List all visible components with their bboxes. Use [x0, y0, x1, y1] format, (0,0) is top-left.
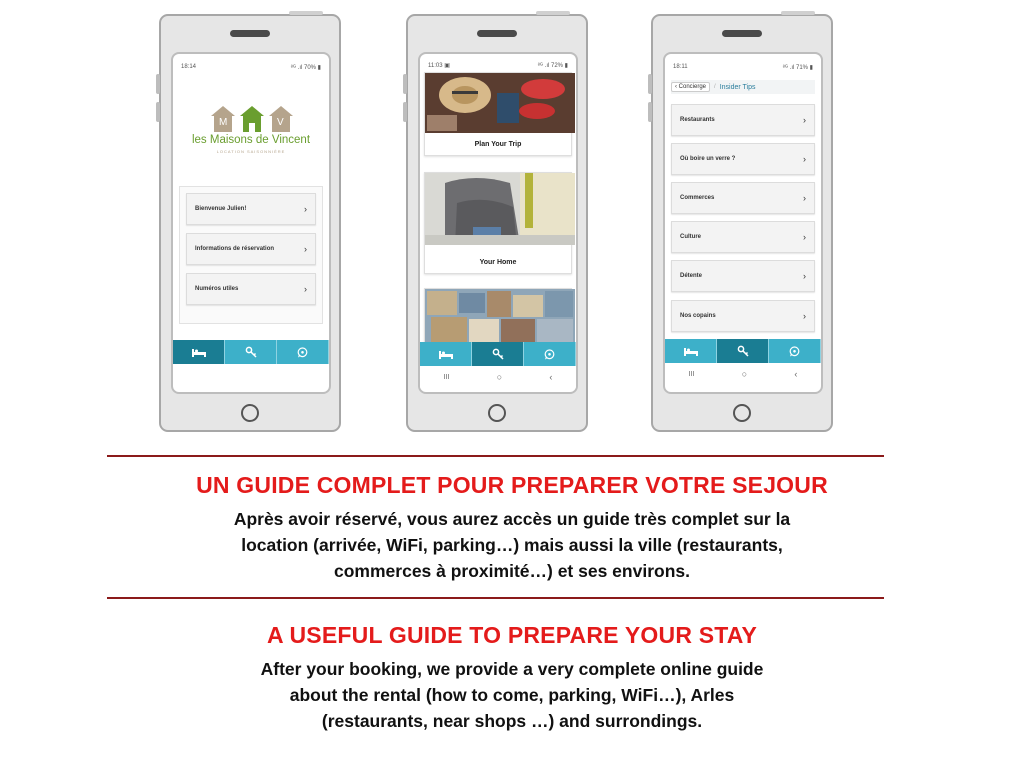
tab-whatsapp[interactable] — [524, 342, 576, 366]
card-your-home[interactable] — [424, 172, 572, 274]
menu-item-label: Culture — [680, 234, 701, 240]
card-plan-your-trip[interactable] — [424, 72, 572, 156]
phone-mockup-insider-tips — [651, 14, 833, 432]
english-line: After your booking, we provide a very complete online guide — [260, 659, 764, 679]
chevron-right-icon: › — [803, 193, 806, 203]
status-indicators: ⁸ᴳ .ıl 70% ▮ — [290, 65, 321, 71]
menu-item-relaxation[interactable] — [671, 260, 815, 292]
phone-top-ridge — [536, 11, 570, 15]
menu-item-label: Nos copains — [680, 313, 716, 319]
status-bar — [181, 64, 321, 70]
card-city-guide[interactable] — [424, 288, 572, 346]
chevron-right-icon: › — [803, 115, 806, 125]
tab-access[interactable] — [717, 339, 769, 363]
bottom-nav — [173, 340, 329, 364]
houses-logo-icon — [173, 104, 331, 134]
breadcrumb-back-label: Concierge — [678, 84, 707, 90]
menu-item-label: Où boire un verre ? — [680, 156, 736, 162]
chevron-left-icon: ‹ — [675, 84, 677, 90]
french-line: commerces à proximité…) et ses environs. — [334, 561, 690, 581]
status-bar — [673, 64, 813, 70]
recent-apps-icon[interactable]: III — [443, 373, 450, 381]
french-heading: UN GUIDE COMPLET POUR PREPARER VOTRE SEJOUR — [196, 472, 828, 498]
back-icon[interactable]: ‹ — [794, 369, 798, 379]
tab-home[interactable] — [173, 340, 225, 364]
menu-item-label: Informations de réservation — [195, 246, 275, 252]
phone-screen — [171, 52, 331, 394]
phone-speaker — [230, 30, 270, 37]
chevron-right-icon: › — [304, 204, 307, 214]
tab-access[interactable] — [472, 342, 524, 366]
status-indicators: ⁸ᴳ .ıl 72% ▮ — [537, 63, 568, 69]
english-paragraph — [0, 656, 1024, 734]
system-nav-bar — [665, 363, 821, 385]
recent-apps-icon[interactable]: III — [688, 370, 695, 378]
status-time: 18:11 — [673, 64, 688, 70]
whatsapp-icon — [297, 347, 308, 358]
divider-bottom — [107, 597, 884, 599]
key-icon — [737, 345, 749, 357]
whatsapp-icon — [544, 349, 555, 360]
key-icon — [245, 346, 257, 358]
menu-item-culture[interactable] — [671, 221, 815, 253]
divider-top — [107, 455, 884, 457]
logo-brand-name: les Maisons de Vincent — [191, 134, 311, 146]
english-heading: A USEFUL GUIDE TO PREPARE YOUR STAY — [266, 622, 758, 648]
phone-top-ridge — [289, 11, 323, 15]
logo-tagline: LOCATION SAISONNIÈRE — [216, 149, 286, 154]
menu-item-booking-info[interactable] — [186, 233, 316, 265]
breadcrumb-current: Insider Tips — [719, 83, 756, 91]
tab-whatsapp[interactable] — [769, 339, 821, 363]
french-line: Après avoir réservé, vous aurez accès un guide très complet sur la — [233, 509, 791, 529]
phone-side-button — [648, 74, 652, 94]
logo-letter-m: M — [219, 117, 228, 128]
bed-icon — [439, 350, 453, 359]
menu-panel — [179, 186, 323, 324]
phone-mockup-guide — [406, 14, 588, 432]
menu-item-label: Commerces — [680, 195, 715, 201]
phone-top-ridge — [781, 11, 815, 15]
card-label: Your Home — [479, 259, 517, 266]
armchair-photo — [425, 173, 575, 245]
tab-home[interactable] — [665, 339, 717, 363]
home-circle-icon[interactable]: ○ — [741, 369, 748, 379]
english-line: (restaurants, near shops …) and surrondings. — [321, 711, 703, 731]
status-indicators: ⁸ᴳ .ıl 71% ▮ — [782, 65, 813, 71]
menu-item-welcome[interactable] — [186, 193, 316, 225]
city-collage-photo — [425, 289, 575, 345]
phone-home-button — [733, 404, 751, 422]
status-time: 18:14 — [181, 64, 197, 70]
whatsapp-icon — [789, 346, 800, 357]
breadcrumb — [671, 80, 815, 94]
concierge-back-button[interactable] — [671, 82, 710, 92]
tab-access[interactable] — [225, 340, 277, 364]
phone-side-button — [403, 102, 407, 122]
bottom-nav — [420, 342, 576, 366]
menu-item-friends[interactable] — [671, 300, 815, 332]
bed-icon — [684, 347, 698, 356]
chevron-right-icon: › — [803, 311, 806, 321]
menu-item-restaurants[interactable] — [671, 104, 815, 136]
phone-side-button — [403, 74, 407, 94]
tab-whatsapp[interactable] — [277, 340, 329, 364]
bed-icon — [192, 348, 206, 357]
phone-screen — [418, 52, 578, 394]
english-line: about the rental (how to come, parking, WiFi…), Arles — [289, 685, 735, 705]
travel-items-photo — [425, 73, 575, 133]
chevron-right-icon: › — [304, 244, 307, 254]
french-line: location (arrivée, WiFi, parking…) mais aussi la ville (restaurants, — [241, 535, 783, 555]
phone-side-button — [156, 74, 160, 94]
chevron-right-icon: › — [304, 284, 307, 294]
french-paragraph — [0, 506, 1024, 584]
card-label: Plan Your Trip — [474, 141, 522, 148]
key-icon — [492, 348, 504, 360]
phone-speaker — [722, 30, 762, 37]
chevron-right-icon: › — [803, 232, 806, 242]
tab-home[interactable] — [420, 342, 472, 366]
chevron-right-icon: › — [803, 154, 806, 164]
breadcrumb-separator: / — [714, 84, 716, 90]
phone-mockup-welcome — [159, 14, 341, 432]
phone-speaker — [477, 30, 517, 37]
menu-item-useful-numbers[interactable] — [186, 273, 316, 305]
menu-item-bars[interactable] — [671, 143, 815, 175]
menu-item-label: Bienvenue Julien! — [195, 206, 247, 212]
status-bar — [428, 62, 568, 69]
brand-logo — [173, 104, 329, 164]
phone-home-button — [488, 404, 506, 422]
system-nav-bar — [420, 366, 576, 388]
menu-item-shops[interactable] — [671, 182, 815, 214]
phone-side-button — [648, 102, 652, 122]
status-time: 11:03 ▣ — [428, 63, 450, 69]
menu-item-label: Restaurants — [680, 117, 715, 123]
phone-side-button — [156, 102, 160, 122]
menu-item-label: Détente — [680, 273, 703, 279]
menu-item-label: Numéros utiles — [195, 286, 239, 292]
phone-home-button — [241, 404, 259, 422]
phone-screen — [663, 52, 823, 394]
back-icon[interactable]: ‹ — [549, 372, 553, 382]
home-circle-icon[interactable]: ○ — [496, 372, 503, 382]
logo-letter-v: V — [277, 117, 284, 128]
bottom-nav — [665, 339, 821, 363]
chevron-right-icon: › — [803, 271, 806, 281]
